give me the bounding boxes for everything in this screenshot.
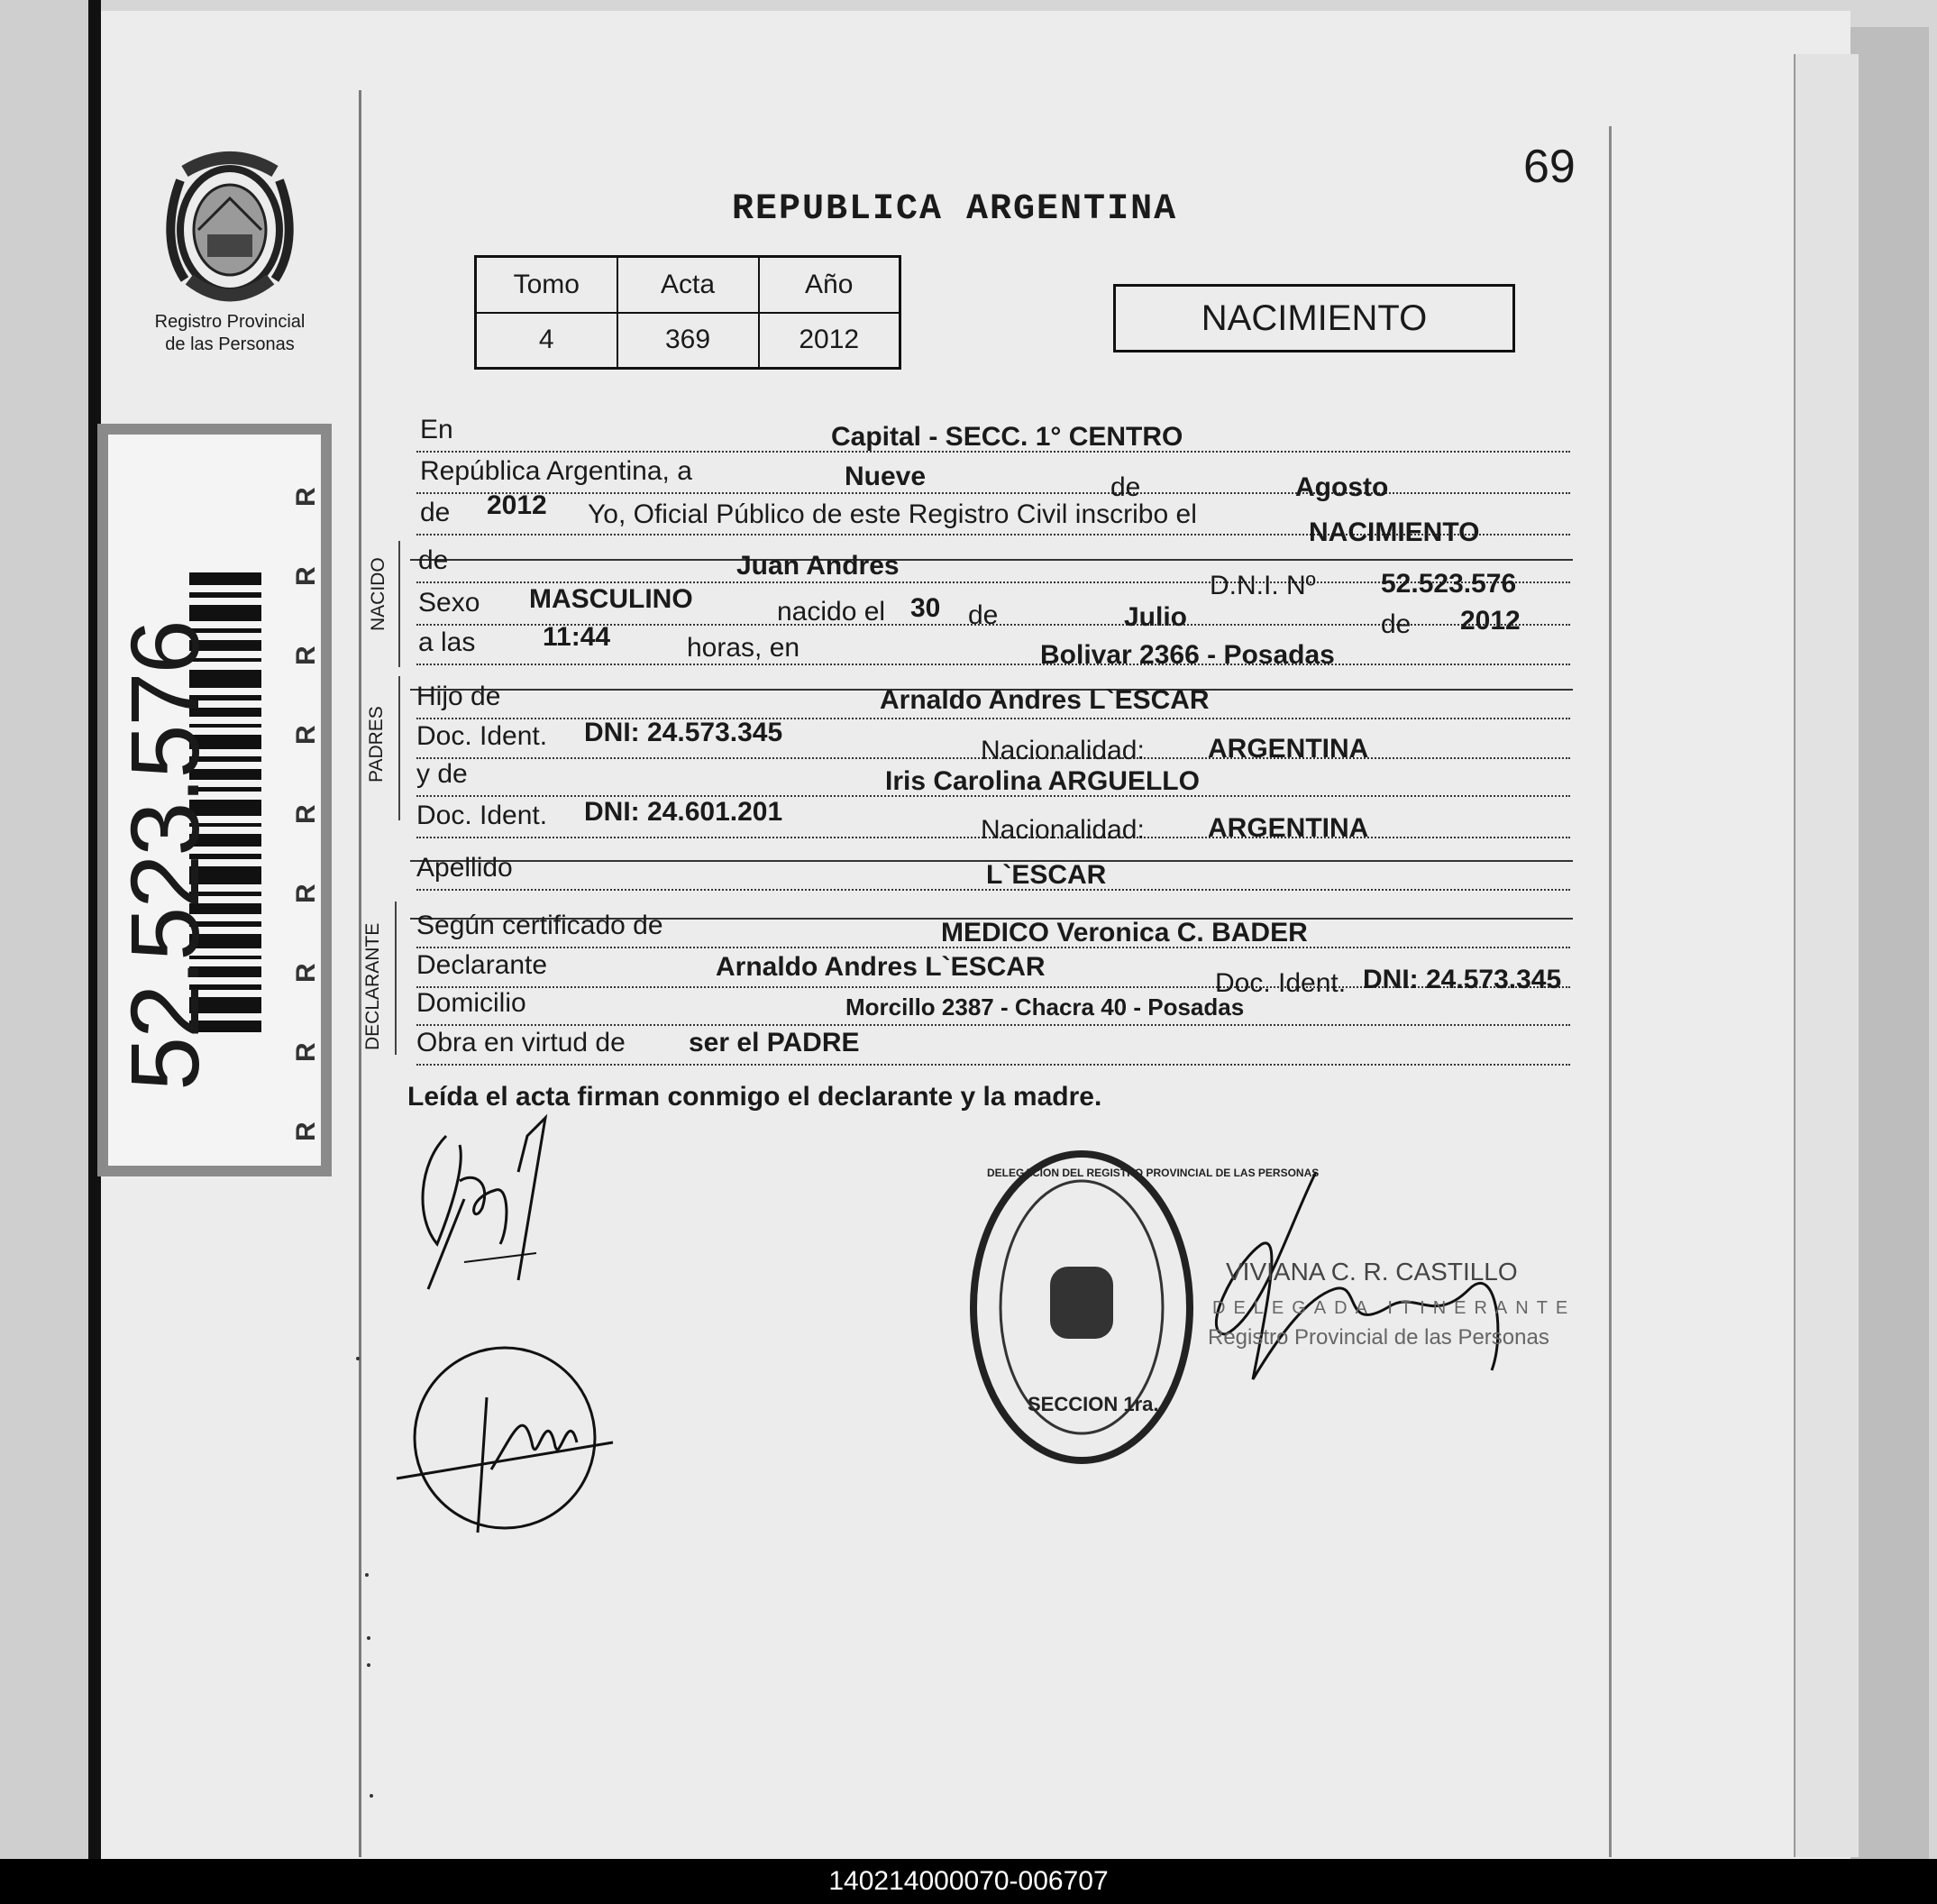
value-father-doc: DNI: 24.573.345: [584, 718, 783, 747]
acta-value: 369: [617, 313, 759, 369]
label-nacido-el: nacido el: [777, 597, 886, 627]
padres-bracket: [398, 676, 400, 820]
line-date: [416, 456, 1570, 502]
strip-letter: R: [291, 645, 321, 665]
margin-rule: [359, 90, 361, 1857]
label-hijo-de: Hijo de: [416, 682, 501, 711]
barcode-number: 52.523.576: [110, 621, 219, 1091]
line-mother: [416, 759, 1570, 797]
line-capacity: [416, 1028, 1570, 1066]
value-birth-place: Bolivar 2366 - Posadas: [1040, 640, 1335, 670]
page-right-edge: [1794, 54, 1859, 1857]
value-mother-nationality: ARGENTINA: [1208, 813, 1369, 843]
label-dni: D.N.I. Nº: [1210, 571, 1316, 600]
label-doc-ident: Doc. Ident.: [416, 801, 548, 830]
value-surname: L`ESCAR: [986, 860, 1107, 890]
official-stamp-icon: [964, 1149, 1320, 1483]
label-domicilio: Domicilio: [416, 988, 526, 1018]
label-obra-en-virtud: Obra en virtud de: [416, 1028, 626, 1057]
line-father: [416, 682, 1570, 719]
value-mother-doc: DNI: 24.601.201: [584, 797, 783, 827]
label-nacionalidad: Nacionalidad:: [981, 815, 1145, 845]
margin-dot: [370, 1794, 373, 1798]
strip-letter: R: [291, 725, 321, 745]
label-yo-oficial: Yo, Oficial Público de este Registro Civil inscribo el: [588, 499, 1197, 529]
value-sex: MASCULINO: [529, 584, 693, 614]
margin-dot: [367, 1663, 370, 1667]
stamp-inner-text: SECCION 1ra.: [1028, 1393, 1159, 1415]
strip-letter: R: [291, 804, 321, 824]
value-birth-year: 2012: [1460, 606, 1521, 636]
section-nacido: NACIDO: [368, 557, 388, 631]
label-sexo: Sexo: [418, 588, 480, 618]
footer-id: 140214000070-006707: [0, 1859, 1937, 1904]
strip-letter: R: [291, 883, 321, 903]
line-mother-doc: [416, 797, 1570, 845]
value-declarant-address: Morcillo 2387 - Chacra 40 - Posadas: [845, 993, 1245, 1021]
value-month: Agosto: [1295, 472, 1389, 502]
strip-letter: R: [291, 487, 321, 507]
ano-value: 2012: [759, 313, 900, 369]
label-segun-certificado: Según certificado de: [416, 911, 663, 940]
declarante-bracket: [395, 902, 397, 1055]
margin-dot: [365, 1573, 369, 1577]
line-year: [416, 490, 1570, 547]
value-father-nationality: ARGENTINA: [1208, 734, 1369, 764]
mother-signature-icon: [388, 1325, 622, 1569]
registry-line-2: de las Personas: [165, 334, 295, 354]
value-birth-time: 11:44: [543, 622, 611, 652]
page-number: 69: [1523, 141, 1576, 193]
value-child-dni: 52.523.576: [1381, 569, 1517, 599]
label-de-year: de: [420, 498, 451, 527]
value-act-type: NACIMIENTO: [1309, 517, 1480, 547]
label-y-de: y de: [416, 759, 468, 789]
line-surname: [416, 853, 1570, 891]
strip-letter: R: [291, 566, 321, 586]
declarant-signature-icon: [410, 1109, 590, 1343]
nacido-bracket: [398, 541, 400, 667]
province-crest-icon: [158, 144, 302, 307]
label-de-birth: de: [968, 600, 999, 630]
margin-dot: [367, 1636, 370, 1640]
strip-letter: R: [291, 963, 321, 983]
label-de-birth-year: de: [1381, 609, 1412, 639]
value-year: 2012: [487, 490, 547, 520]
value-day: Nueve: [845, 462, 927, 491]
document-title: REPUBLICA ARGENTINA: [732, 189, 1178, 230]
label-a-las: a las: [418, 627, 476, 657]
strip-letter: R: [291, 1121, 321, 1141]
value-declarant-doc: DNI: 24.573.345: [1363, 965, 1562, 994]
tomo-value: 4: [476, 313, 617, 369]
label-declarante: Declarante: [416, 950, 548, 980]
line-address: [416, 988, 1570, 1026]
label-de-month: de: [1110, 472, 1141, 502]
left-page-edge: [0, 0, 95, 1859]
tomo-header: Tomo: [476, 257, 617, 313]
label-republica: República Argentina, a: [420, 456, 692, 486]
official-office: Registro Provincial de las Personas: [1208, 1325, 1549, 1350]
label-doc-ident: Doc. Ident.: [416, 721, 548, 751]
value-place: Capital - SECC. 1° CENTRO: [831, 422, 1183, 452]
label-horas-en: horas, en: [687, 633, 800, 663]
acta-header: Acta: [617, 257, 759, 313]
value-birth-day: 30: [910, 593, 941, 623]
stamp-ring-text: DELEGACION DEL REGISTRO PROVINCIAL DE LAS PERSONAS: [987, 1167, 1320, 1179]
right-margin-rule: [1609, 126, 1612, 1857]
line-father-doc: [416, 718, 1570, 765]
line-place: [416, 415, 1570, 453]
closing-statement: Leída el acta firman conmigo el declarante y la madre.: [407, 1082, 1102, 1112]
official-role: DELEGADA ITINERANTE: [1212, 1298, 1576, 1318]
record-table-header: [476, 257, 900, 313]
registry-caption: [135, 311, 324, 356]
record-type-box: NACIMIENTO: [1113, 284, 1515, 352]
label-doc-ident: Doc. Ident.: [1215, 968, 1347, 998]
margin-dot: [356, 1357, 360, 1360]
section-padres: PADRES: [366, 706, 387, 783]
value-declarant-name: Arnaldo Andres L`ESCAR: [716, 952, 1046, 982]
record-table: [474, 255, 901, 370]
label-apellido: Apellido: [416, 853, 513, 883]
value-child-name: Juan Andres: [736, 551, 900, 581]
value-father-name: Arnaldo Andres L`ESCAR: [880, 685, 1210, 715]
line-declarant: [416, 950, 1570, 998]
record-table-values: [476, 313, 900, 369]
value-certificate: MEDICO Veronica C. BADER: [941, 918, 1308, 947]
label-de-child: de: [418, 545, 449, 575]
section-declarante: DECLARANTE: [362, 922, 383, 1050]
official-name: VIVIANA C. R. CASTILLO: [1226, 1258, 1518, 1286]
label-en: En: [420, 415, 453, 444]
value-birth-month: Julio: [1124, 602, 1188, 632]
security-strip: [290, 451, 323, 1163]
strip-letter: R: [291, 1042, 321, 1062]
registry-line-1: Registro Provincial: [154, 312, 306, 332]
value-declarant-capacity: ser el PADRE: [689, 1028, 860, 1057]
value-mother-name: Iris Carolina ARGUELLO: [885, 766, 1200, 796]
line-certificate: [416, 911, 1570, 948]
label-nacionalidad: Nacionalidad:: [981, 736, 1145, 765]
ano-header: Año: [759, 257, 900, 313]
